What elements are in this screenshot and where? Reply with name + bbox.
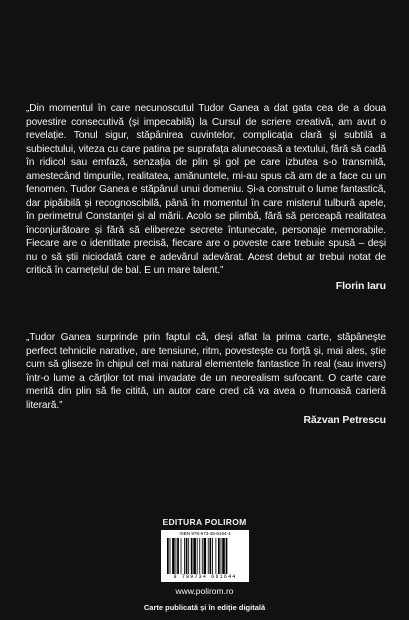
barcode-number: 9 789734 661644 <box>173 574 237 580</box>
blurb-razvan-petrescu <box>26 331 386 428</box>
publisher-website: www.polirom.ro <box>175 586 234 596</box>
blurb-text: „Tudor Ganea surprinde prin faptul că, deși aflat la prima carte, stăpânește perfect tehnicile narative, are tensiune, ritm, povestește cu forță și, mai ales, știe cum să glisezе în chipul cel mai natural elementele fantastice în real (sau invers) într-o lume a cărților tot mai invadate de un neorealism sufocant. O carte care merită din plin să fie citită, un autor care cred că va avea o frumoasă carieră literară.” <box>26 332 386 411</box>
barcode-bars <box>167 538 243 574</box>
publisher-name: EDITURA POLIROM <box>162 517 247 527</box>
blurb-author: Răzvan Petrescu <box>303 414 386 426</box>
blurb-florin-iaru <box>26 102 386 293</box>
digital-edition-note: Carte publicată și în ediție digitală <box>143 603 266 612</box>
barcode <box>161 530 249 582</box>
blurb-author: Florin Iaru <box>335 279 386 292</box>
isbn-label: ISBN 978-973-46-6164-4 <box>179 531 231 536</box>
blurb-text: „Din momentul în care necunoscutul Tudor Ganea a dat gata cea de a doua povestire consecutivă (și impecabilă) la Cursul de scriere creativă, am avut o revelație. Tonul sigur, stăpânirea cuvintelor, complicația clară și subtilă a subiectului, viteza cu care patina pe suprafața alunecoasă a textului, fără să cadă în ridicol sau emfază, senzația de plin și gol pe care izbutea s-o transmită, amestecând timpurile, realitatea, amănuntele, mi-au spus că am de a face cu un fenomen. Tudor Ganea e stăpânul unui domeniu. Și-a construit o lume fantastică, dar pipăibilă și recognoscibilă, până în momentul în care misterul tulbură apele, în perimetrul Constanței și al mării. Acolo se plimbă, fără să perceapă realitatea înconjurătoare și fără să elibereze secrete întunecate, personaje memorabile. Fiecare are o identitate precisă, fiecare are o poveste care trebuie spusă – deși nu o să știi niciodată care e adevărul adevărat. Acest debut ar trebui notat de critică în carnețelul de bal. E un mare talent.” <box>26 103 386 276</box>
